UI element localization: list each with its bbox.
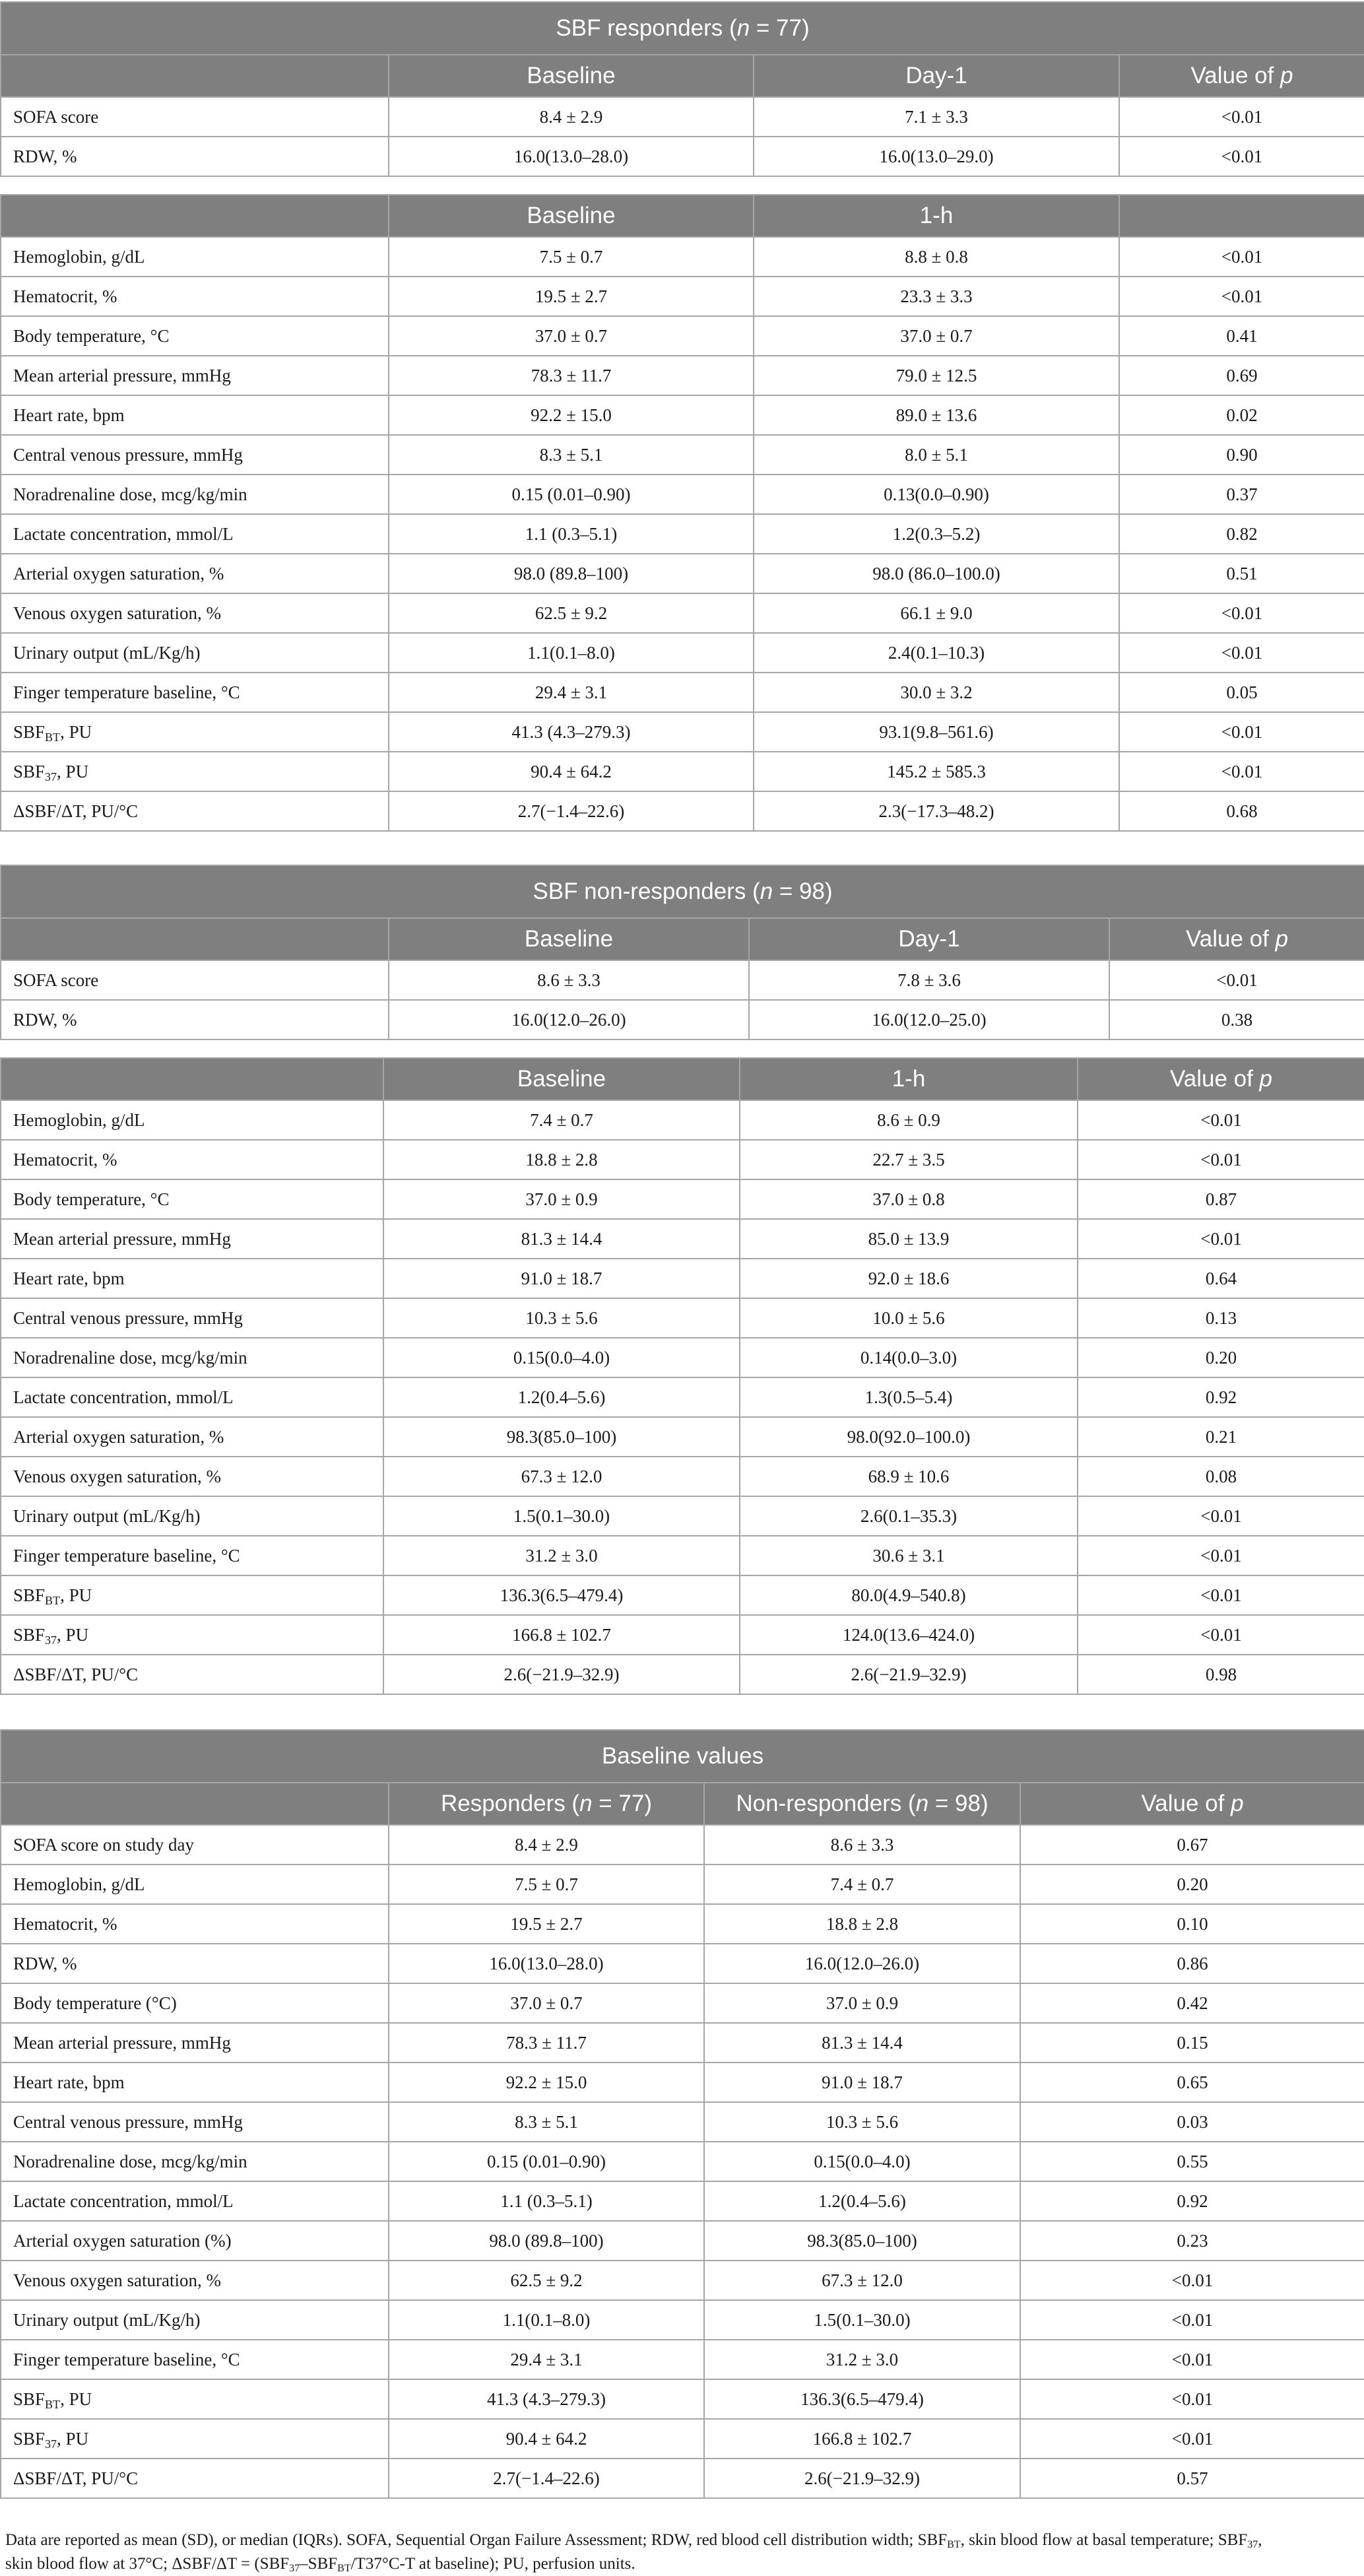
table-row [1,395,1364,435]
value-cell: 98.0 (86.0–100.0) [754,554,1119,593]
value-cell: 1.1 (0.3–5.1) [389,2181,704,2221]
row-label: Hematocrit, % [1,1904,389,1944]
row-label: $SBF_{BT}$, PU [1,712,389,752]
value-cell: 136.3(6.5–479.4) [704,2379,1020,2419]
p-value-cell: <0.01 [1119,752,1364,791]
table-row [1,2181,1364,2221]
value-cell: 78.3 ± 11.7 [389,2023,704,2063]
value-cell: 166.8 ± 102.7 [704,2419,1020,2459]
value-cell: 66.1 ± 9.0 [754,593,1119,633]
value-cell: 98.0 (89.8–100) [389,2221,704,2261]
value-cell: 8.4 ± 2.9 [389,97,754,137]
table-row [1,1655,1364,1694]
value-cell: 30.0 ± 3.2 [754,673,1119,712]
value-cell: 0.15 (0.01–0.90) [389,2142,704,2181]
value-cell: 37.0 ± 0.7 [389,1983,704,2023]
value-cell: 16.0(12.0–26.0) [704,1944,1020,1983]
value-cell: 62.5 ± 9.2 [389,593,754,633]
table-row [1,2419,1364,2459]
header-responders: Responders (n = 77) [389,1783,704,1825]
p-value-cell: 0.87 [1078,1179,1364,1219]
value-cell: 18.8 ± 2.8 [704,1904,1020,1944]
value-cell: 136.3(6.5–479.4) [383,1575,740,1615]
table-row [1,1100,1364,1140]
value-cell: 124.0(13.6–424.0) [740,1615,1078,1655]
value-cell: 145.2 ± 585.3 [754,752,1119,791]
table-row [1,2142,1364,2181]
responders-1h-table [0,194,1364,832]
p-value-cell: 0.51 [1119,554,1364,593]
value-cell: 31.2 ± 3.0 [704,2340,1020,2379]
value-cell: 30.6 ± 3.1 [740,1536,1078,1575]
p-value-cell: 0.92 [1078,1377,1364,1417]
value-cell: 2.6(−21.9–32.9) [704,2459,1020,2498]
value-cell: 8.6 ± 0.9 [740,1100,1078,1140]
row-label: ΔSBF/ΔT, PU/°C [1,791,389,831]
value-cell: 16.0(12.0–25.0) [749,1000,1109,1040]
value-cell: 8.6 ± 3.3 [389,960,749,1000]
header-empty-p [1119,195,1364,237]
table-row [1,97,1364,137]
table-row [1,2102,1364,2142]
value-cell: 90.4 ± 64.2 [389,752,754,791]
table-row [1,137,1364,176]
row-label: Venous oxygen saturation, % [1,593,389,633]
value-cell: 41.3 (4.3–279.3) [389,2379,704,2419]
p-value-cell: 0.86 [1020,1944,1364,1983]
row-label: Finger temperature baseline, °C [1,2340,389,2379]
row-label: $SBF_{BT}$, PU [1,2379,389,2419]
p-value-cell: 0.67 [1020,1825,1364,1865]
value-cell: 2.7(−1.4–22.6) [389,2459,704,2498]
p-value-cell: <0.01 [1119,277,1364,316]
p-value-cell: 0.65 [1020,2063,1364,2102]
table-row [1,791,1364,831]
table-row [1,673,1364,712]
p-value-cell: <0.01 [1078,1496,1364,1536]
value-cell: 2.3(−17.3–48.2) [754,791,1119,831]
value-cell: 67.3 ± 12.0 [383,1457,740,1496]
p-value-cell: 0.05 [1119,673,1364,712]
value-cell: 1.1(0.1–8.0) [389,633,754,673]
table-row [1,2221,1364,2261]
value-cell: 1.1 (0.3–5.1) [389,514,754,554]
value-cell: 7.4 ± 0.7 [383,1100,740,1140]
row-label: Finger temperature baseline, °C [1,1536,383,1575]
value-cell: 10.3 ± 5.6 [383,1298,740,1338]
table-row [1,514,1364,554]
table-row [1,1219,1364,1259]
table-row [1,2379,1364,2419]
row-label: Central venous pressure, mmHg [1,435,389,475]
row-label: ΔSBF/ΔT, PU/°C [1,1655,383,1694]
p-value-cell: <0.01 [1020,2340,1364,2379]
p-value-cell: <0.01 [1020,2419,1364,2459]
value-cell: 16.0(13.0–29.0) [754,137,1119,176]
table-row [1,593,1364,633]
row-label: Body temperature (°C) [1,1983,389,2023]
baseline-values-table [0,1729,1364,2499]
row-label: Heart rate, bpm [1,1259,383,1298]
value-cell: 0.15(0.0–4.0) [704,2142,1020,2181]
p-value-cell: 0.23 [1020,2221,1364,2261]
value-cell: 8.6 ± 3.3 [704,1825,1020,1865]
row-label: Arterial oxygen saturation, % [1,554,389,593]
nonresponders-sofa-rdw-table [0,865,1364,1040]
p-value-cell: 0.82 [1119,514,1364,554]
table-row [1,316,1364,356]
value-cell: 8.8 ± 0.8 [754,237,1119,277]
table-row [1,2261,1364,2300]
value-cell: 2.6(−21.9–32.9) [740,1655,1078,1694]
row-label: Body temperature, °C [1,1179,383,1219]
p-value-cell: <0.01 [1119,97,1364,137]
value-cell: 1.5(0.1–30.0) [704,2300,1020,2340]
value-cell: 98.0 (89.8–100) [389,554,754,593]
row-label: Body temperature, °C [1,316,389,356]
row-label: Hematocrit, % [1,1140,383,1179]
table-title: SBF non-responders (n = 98) [1,865,1364,918]
value-cell: 98.0(92.0–100.0) [740,1417,1078,1457]
value-cell: 7.5 ± 0.7 [389,237,754,277]
p-value-cell: 0.64 [1078,1259,1364,1298]
value-cell: 1.1(0.1–8.0) [389,2300,704,2340]
p-value-cell: 0.38 [1109,1000,1364,1040]
table-row [1,1944,1364,1983]
p-value-cell: <0.01 [1078,1536,1364,1575]
value-cell: 1.5(0.1–30.0) [383,1496,740,1536]
p-value-cell: 0.10 [1020,1904,1364,1944]
value-cell: 22.7 ± 3.5 [740,1140,1078,1179]
value-cell: 16.0(13.0–28.0) [389,1944,704,1983]
p-value-cell: 0.08 [1078,1457,1364,1496]
row-label: ΔSBF/ΔT, PU/°C [1,2459,389,2498]
row-label: RDW, % [1,137,389,176]
p-value-cell: 0.57 [1020,2459,1364,2498]
table-row [1,554,1364,593]
table-row [1,2063,1364,2102]
value-cell: 16.0(13.0–28.0) [389,137,754,176]
table-row [1,475,1364,514]
row-label: Lactate concentration, mmol/L [1,2181,389,2221]
table-row [1,752,1364,791]
row-label: Finger temperature baseline, °C [1,673,389,712]
value-cell: 19.5 ± 2.7 [389,1904,704,1944]
value-cell: 10.0 ± 5.6 [740,1298,1078,1338]
p-value-cell: 0.68 [1119,791,1364,831]
p-value-cell: 0.21 [1078,1417,1364,1457]
table-row [1,1865,1364,1904]
row-label: Hemoglobin, g/dL [1,237,389,277]
value-cell: 10.3 ± 5.6 [704,2102,1020,2142]
p-value-cell: 0.90 [1119,435,1364,475]
table-row [1,2300,1364,2340]
value-cell: 37.0 ± 0.8 [740,1179,1078,1219]
row-label: Arterial oxygen saturation (%) [1,2221,389,2261]
value-cell: 2.4(0.1–10.3) [754,633,1119,673]
table-row [1,1000,1364,1040]
row-label: Venous oxygen saturation, % [1,2261,389,2300]
p-value-cell: <0.01 [1119,633,1364,673]
p-value-cell: 0.42 [1020,1983,1364,2023]
value-cell: 29.4 ± 3.1 [389,673,754,712]
header-baseline: Baseline [383,1058,740,1100]
header-p-value: Value of p [1119,55,1364,97]
table-row [1,1259,1364,1298]
value-cell: 62.5 ± 9.2 [389,2261,704,2300]
row-label: $SBF_{37}$, PU [1,752,389,791]
p-value-cell: 0.69 [1119,356,1364,395]
header-1h: 1-h [754,195,1119,237]
p-value-cell: 0.55 [1020,2142,1364,2181]
row-label: Noradrenaline dose, mcg/kg/min [1,475,389,514]
table-row [1,960,1364,1000]
value-cell: 80.0(4.9–540.8) [740,1575,1078,1615]
value-cell: 89.0 ± 13.6 [754,395,1119,435]
value-cell: 68.9 ± 10.6 [740,1457,1078,1496]
value-cell: 2.7(−1.4–22.6) [389,791,754,831]
p-value-cell: <0.01 [1020,2379,1364,2419]
p-value-cell: <0.01 [1020,2300,1364,2340]
value-cell: 7.1 ± 3.3 [754,97,1119,137]
row-label: SOFA score on study day [1,1825,389,1865]
p-value-cell: <0.01 [1119,712,1364,752]
value-cell: 37.0 ± 0.9 [383,1179,740,1219]
value-cell: 1.2(0.4–5.6) [704,2181,1020,2221]
value-cell: 92.0 ± 18.6 [740,1259,1078,1298]
table-row [1,1615,1364,1655]
p-value-cell: 0.02 [1119,395,1364,435]
value-cell: 92.2 ± 15.0 [389,2063,704,2102]
header-empty [1,1783,389,1825]
value-cell: 18.8 ± 2.8 [383,1140,740,1179]
value-cell: 23.3 ± 3.3 [754,277,1119,316]
table-row [1,1983,1364,2023]
value-cell: 19.5 ± 2.7 [389,277,754,316]
p-value-cell: 0.98 [1078,1655,1364,1694]
value-cell: 29.4 ± 3.1 [389,2340,704,2379]
value-cell: 1.2(0.3–5.2) [754,514,1119,554]
p-value-cell: <0.01 [1119,237,1364,277]
value-cell: 0.15(0.0–4.0) [383,1338,740,1377]
row-label: $SBF_{37}$, PU [1,2419,389,2459]
nonresponders-1h-table [0,1057,1364,1695]
value-cell: 85.0 ± 13.9 [740,1219,1078,1259]
row-label: Hematocrit, % [1,277,389,316]
row-label: Venous oxygen saturation, % [1,1457,383,1496]
row-label: Urinary output (mL/Kg/h) [1,2300,389,2340]
p-value-cell: <0.01 [1078,1219,1364,1259]
value-cell: 37.0 ± 0.7 [754,316,1119,356]
header-empty [1,55,389,97]
table-row [1,1536,1364,1575]
table-row [1,435,1364,475]
p-value-cell: <0.01 [1078,1100,1364,1140]
table-row [1,1140,1364,1179]
p-value-cell: 0.03 [1020,2102,1364,2142]
value-cell: 41.3 (4.3–279.3) [389,712,754,752]
header-p-value: Value of p [1078,1058,1364,1100]
header-empty [1,918,389,960]
table-row [1,1575,1364,1615]
header-baseline: Baseline [389,918,749,960]
value-cell: 16.0(12.0–26.0) [389,1000,749,1040]
row-label: RDW, % [1,1000,389,1040]
value-cell: 91.0 ± 18.7 [704,2063,1020,2102]
value-cell: 1.2(0.4–5.6) [383,1377,740,1417]
table-row [1,2340,1364,2379]
row-label: Heart rate, bpm [1,2063,389,2102]
value-cell: 98.3(85.0–100) [383,1417,740,1457]
table-row [1,356,1364,395]
table-row [1,2023,1364,2063]
p-value-cell: <0.01 [1078,1575,1364,1615]
row-label: Mean arterial pressure, mmHg [1,2023,389,2063]
value-cell: 7.5 ± 0.7 [389,1865,704,1904]
value-cell: 1.3(0.5–5.4) [740,1377,1078,1417]
value-cell: 79.0 ± 12.5 [754,356,1119,395]
value-cell: 31.2 ± 3.0 [383,1536,740,1575]
row-label: $SBF_{BT}$, PU [1,1575,383,1615]
row-label: Lactate concentration, mmol/L [1,1377,383,1417]
p-value-cell: <0.01 [1119,593,1364,633]
value-cell: 2.6(−21.9–32.9) [383,1655,740,1694]
row-label: SOFA score [1,960,389,1000]
row-label: Hemoglobin, g/dL [1,1100,383,1140]
row-label: SOFA score [1,97,389,137]
value-cell: 0.13(0.0–0.90) [754,475,1119,514]
p-value-cell: <0.01 [1020,2261,1364,2300]
header-p-value: Value of p [1020,1783,1364,1825]
row-label: Urinary output (mL/Kg/h) [1,633,389,673]
p-value-cell: <0.01 [1119,137,1364,176]
value-cell: 8.3 ± 5.1 [389,2102,704,2142]
value-cell: 0.14(0.0–3.0) [740,1338,1078,1377]
table-row [1,2459,1364,2498]
value-cell: 98.3(85.0–100) [704,2221,1020,2261]
value-cell: 92.2 ± 15.0 [389,395,754,435]
value-cell: 81.3 ± 14.4 [383,1219,740,1259]
header-1h: 1-h [740,1058,1078,1100]
row-label: Mean arterial pressure, mmHg [1,1219,383,1259]
table-title: SBF responders (n = 77) [1,2,1364,55]
table-row [1,1298,1364,1338]
table-row [1,237,1364,277]
value-cell: 2.6(0.1–35.3) [740,1496,1078,1536]
table-row [1,1825,1364,1865]
row-label: Arterial oxygen saturation, % [1,1417,383,1457]
p-value-cell: <0.01 [1078,1140,1364,1179]
p-value-cell: 0.20 [1020,1865,1364,1904]
value-cell: 0.15 (0.01–0.90) [389,475,754,514]
row-label: Central venous pressure, mmHg [1,1298,383,1338]
table-row [1,1417,1364,1457]
header-nonresponders: Non-responders (n = 98) [704,1783,1020,1825]
value-cell: 166.8 ± 102.7 [383,1615,740,1655]
value-cell: 8.4 ± 2.9 [389,1825,704,1865]
row-label: $SBF_{37}$, PU [1,1615,383,1655]
value-cell: 7.8 ± 3.6 [749,960,1109,1000]
table-row [1,712,1364,752]
table-row [1,1496,1364,1536]
header-p-value: Value of p [1109,918,1364,960]
table-footnote: Data are reported as mean (SD), or median (IQRs). SOFA, Sequential Organ Failure Assessment; RDW, red blood cell distribution width; $SBF_{BT}$, skin blood flow at basal temperature; $SBF_{37}$, skin blood flow at 37°C; $\Delta SBF/\Delta T = (SBF_{37}-SBF_{BT}/T37^\circ C-T$ at baseline); PU, perfusion units. [5,2531,1262,2574]
row-label: Urinary output (mL/Kg/h) [1,1496,383,1536]
value-cell: 93.1(9.8–561.6) [754,712,1119,752]
table-row [1,1338,1364,1377]
p-value-cell: 0.92 [1020,2181,1364,2221]
row-label: Noradrenaline dose, mcg/kg/min [1,1338,383,1377]
header-baseline: Baseline [389,195,754,237]
value-cell: 8.0 ± 5.1 [754,435,1119,475]
value-cell: 7.4 ± 0.7 [704,1865,1020,1904]
header-empty [1,195,389,237]
value-cell: 67.3 ± 12.0 [704,2261,1020,2300]
header-baseline: Baseline [389,55,754,97]
row-label: RDW, % [1,1944,389,1983]
p-value-cell: 0.41 [1119,316,1364,356]
header-empty [1,1058,383,1100]
table-row [1,1179,1364,1219]
value-cell: 81.3 ± 14.4 [704,2023,1020,2063]
value-cell: 78.3 ± 11.7 [389,356,754,395]
row-label: Central venous pressure, mmHg [1,2102,389,2142]
p-value-cell: 0.37 [1119,475,1364,514]
row-label: Lactate concentration, mmol/L [1,514,389,554]
header-day1: Day-1 [749,918,1109,960]
value-cell: 91.0 ± 18.7 [383,1259,740,1298]
table-title: Baseline values [1,1730,1364,1783]
p-value-cell: 0.15 [1020,2023,1364,2063]
row-label: Hemoglobin, g/dL [1,1865,389,1904]
value-cell: 90.4 ± 64.2 [389,2419,704,2459]
responders-sofa-rdw-table [0,1,1364,177]
p-value-cell: <0.01 [1078,1615,1364,1655]
p-value-cell: 0.20 [1078,1338,1364,1377]
row-label: Heart rate, bpm [1,395,389,435]
table-row [1,1904,1364,1944]
header-day1: Day-1 [754,55,1119,97]
table-row [1,1377,1364,1417]
p-value-cell: <0.01 [1109,960,1364,1000]
table-row [1,633,1364,673]
value-cell: 8.3 ± 5.1 [389,435,754,475]
value-cell: 37.0 ± 0.7 [389,316,754,356]
row-label: Mean arterial pressure, mmHg [1,356,389,395]
value-cell: 37.0 ± 0.9 [704,1983,1020,2023]
table-row [1,277,1364,316]
row-label: Noradrenaline dose, mcg/kg/min [1,2142,389,2181]
p-value-cell: 0.13 [1078,1298,1364,1338]
table-row [1,1457,1364,1496]
